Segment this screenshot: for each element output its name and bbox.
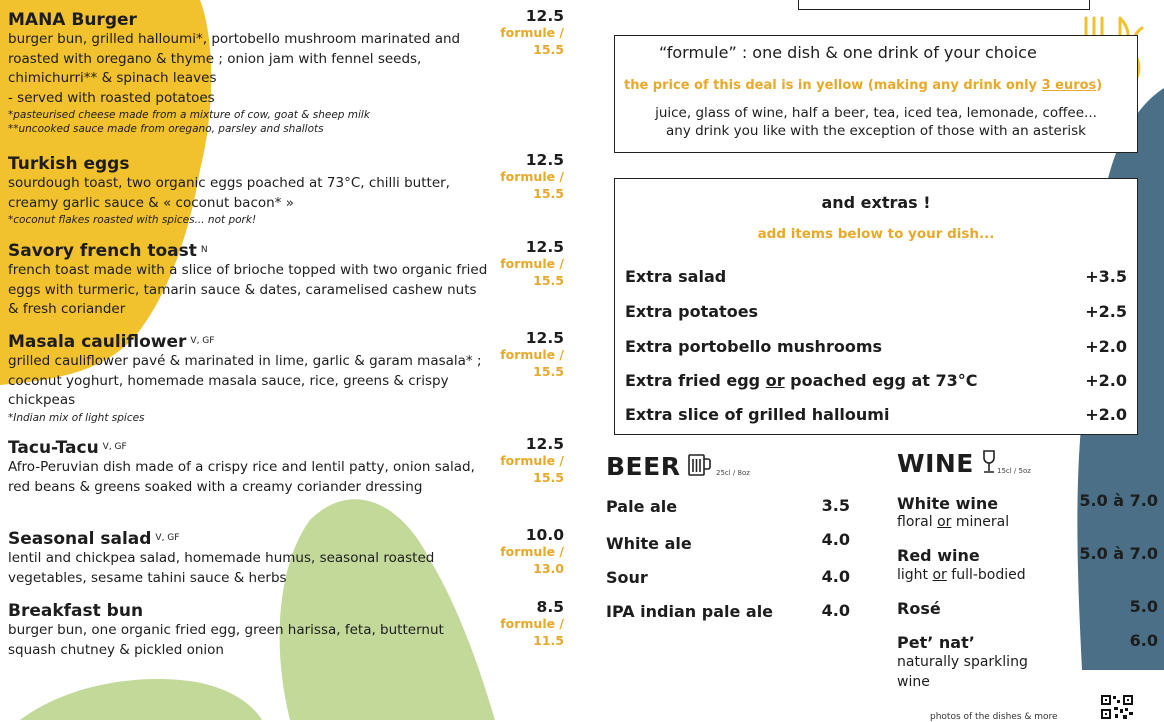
beer-mug-icon — [686, 450, 714, 478]
dish-name: Masala cauliflower — [8, 332, 187, 352]
dish-note: *pasteurised cheese made from a mixture of cow, goat & sheep milk — [8, 109, 370, 121]
dish-price: 12.5 — [525, 7, 564, 25]
formule-price: 15.5 — [533, 469, 564, 485]
extra-label: Extra portobello mushrooms — [625, 337, 883, 356]
wine-subtitle: naturally sparkling — [897, 654, 1028, 670]
wine-title: WINE — [897, 449, 974, 478]
extra-label: Extra fried egg or poached egg at 73°C — [625, 371, 978, 390]
extra-price: +2.5 — [1085, 302, 1127, 321]
wine-item: Pet’ nat’ — [897, 633, 975, 652]
dish-description: burger bun, grilled halloumi*, portobello mushroom marinated and roasted with oregano & thyme ; onion jam with fennel seeds, chimichurri** & spinach leaves — [8, 31, 461, 86]
wine-glass-icon — [980, 449, 998, 475]
wine-item: White wine — [897, 494, 999, 513]
extra-label: Extra slice of grilled halloumi — [625, 405, 890, 424]
formule-box — [614, 35, 1138, 153]
beer-price: 4.0 — [821, 567, 850, 586]
beer-size: 25cl / 8oz — [716, 469, 750, 477]
dish-price: 12.5 — [525, 329, 564, 347]
dish-tags: N — [200, 245, 208, 255]
formule-title: “formule” : one dish & one drink of your choice — [659, 43, 1037, 62]
dish-mana-burger — [8, 10, 488, 136]
extra-label: Extra potatoes — [625, 302, 759, 321]
beer-item: White ale — [606, 534, 692, 553]
formule-label: formule / — [500, 347, 564, 362]
wine-subtitle: floral or mineral — [897, 514, 1010, 530]
price-block — [488, 329, 564, 380]
formule-price: 15.5 — [533, 363, 564, 379]
wine-price: 5.0 à 7.0 — [1079, 544, 1158, 563]
formule-price: 13.0 — [533, 560, 564, 576]
beer-item: IPA indian pale ale — [606, 602, 774, 621]
dish-note: *Indian mix of light spices — [8, 411, 145, 424]
dish-name: Turkish eggs — [8, 154, 130, 174]
dish-price: 12.5 — [525, 435, 564, 453]
formule-price: 15.5 — [533, 185, 564, 201]
dish-description-extra: - served with roasted potatoes — [8, 89, 215, 106]
price-block — [488, 7, 564, 58]
extra-item — [625, 405, 1127, 427]
dish-price: 10.0 — [525, 526, 564, 544]
dish-name: MANA Burger — [8, 10, 137, 30]
extra-label: Extra salad — [625, 267, 727, 286]
wine-item: Rosé — [897, 599, 941, 618]
dish-description: french toast made with a slice of brioche topped with two organic fried eggs with turmeric, tamarin sauce & dates, caramelised cashew nuts & fresh coriander — [8, 262, 488, 317]
dish-note: **uncooked sauce made from oregano, parsley and shallots — [8, 123, 324, 135]
extras-title: and extras ! — [821, 193, 931, 212]
wine-item: Red wine — [897, 546, 980, 565]
extras-subtitle: add items below to your dish... — [757, 226, 995, 242]
wine-price: 5.0 — [1129, 597, 1158, 616]
dish-note: *coconut flakes roasted with spices... not pork! — [8, 214, 257, 226]
formule-label: formule / — [500, 544, 564, 559]
wine-size: 15cl / 5oz — [997, 467, 1031, 475]
dish-turkish-eggs — [8, 154, 488, 227]
formule-label: formule / — [500, 169, 564, 184]
dish-price: 12.5 — [525, 151, 564, 169]
extra-price: +2.0 — [1085, 405, 1127, 424]
extra-item — [625, 337, 1127, 359]
price-block — [488, 526, 564, 577]
wine-price: 6.0 — [1129, 631, 1158, 650]
photos-text: photos of the dishes & more — [930, 712, 1058, 722]
dish-seasonal-salad — [8, 529, 488, 588]
extra-price: +3.5 — [1085, 267, 1127, 286]
dish-description: sourdough toast, two organic eggs poached at 73°C, chilli butter, creamy garlic sauce & « coconut bacon* » — [8, 175, 450, 211]
formule-line-1: juice, glass of wine, half a beer, tea, iced tea, lemonade, coffee... — [655, 105, 1097, 121]
dish-breakfast-bun — [8, 601, 488, 660]
green-blob-corner — [20, 679, 262, 720]
formule-subtitle: the price of this deal is in yellow (making any drink only 3 euros) — [624, 78, 1103, 93]
dish-name: Breakfast bun — [8, 601, 144, 621]
dish-name: Savory french toast — [8, 241, 197, 261]
extra-item — [625, 302, 1127, 324]
price-block — [488, 151, 564, 202]
extra-item — [625, 267, 1127, 289]
formule-label: formule / — [500, 25, 564, 40]
dish-description: lentil and chickpea salad, homemade humus, seasonal roasted vegetables, sesame tahini sauce & herbs — [8, 550, 435, 586]
wine-subtitle: light or full-bodied — [897, 567, 1026, 583]
dish-price: 8.5 — [536, 598, 564, 616]
extra-price: +2.0 — [1085, 371, 1127, 390]
wine-subtitle: wine — [897, 674, 930, 690]
dish-name: Tacu-Tacu — [8, 438, 99, 458]
dish-tags: V, GF — [190, 336, 215, 346]
dish-description: Afro-Peruvian dish made of a crispy rice and lentil patty, onion salad, red beans & greens soaked with a creamy coriander dressing — [8, 459, 475, 495]
dish-tags: V, GF — [102, 442, 127, 452]
extra-price: +2.0 — [1085, 337, 1127, 356]
dish-tags: V, GF — [155, 533, 180, 543]
price-block — [488, 238, 564, 289]
beer-title: BEER — [606, 452, 681, 481]
formule-line-2: any drink you like with the exception of those with an asterisk — [666, 123, 1086, 139]
dish-name: Seasonal salad — [8, 529, 152, 549]
dish-tacu-tacu — [8, 438, 488, 497]
top-box-edge — [798, 0, 1090, 10]
formule-price: 15.5 — [533, 272, 564, 288]
price-block — [488, 598, 564, 649]
formule-label: formule / — [500, 616, 564, 631]
formule-price: 11.5 — [533, 632, 564, 648]
price-block — [488, 435, 564, 486]
extra-item — [625, 371, 1127, 393]
beer-price: 4.0 — [821, 601, 850, 620]
dish-masala-cauliflower — [8, 332, 488, 425]
dish-description: burger bun, one organic fried egg, green harissa, feta, butternut squash chutney & pickled onion — [8, 622, 444, 658]
dish-description: grilled cauliflower pavé & marinated in lime, garlic & garam masala* ; coconut yoghurt, homemade masala sauce, rice, greens & crispy chickpeas — [8, 353, 482, 408]
beer-price: 3.5 — [821, 496, 850, 515]
formule-label: formule / — [500, 256, 564, 271]
dish-price: 12.5 — [525, 238, 564, 256]
dish-savory-french-toast — [8, 241, 488, 320]
formule-price: 15.5 — [533, 41, 564, 57]
formule-label: formule / — [500, 453, 564, 468]
beer-item: Sour — [606, 568, 648, 587]
wine-price: 5.0 à 7.0 — [1079, 491, 1158, 510]
qr-code-icon[interactable] — [1100, 694, 1134, 720]
beer-price: 4.0 — [821, 530, 850, 549]
extras-box — [614, 178, 1138, 435]
beer-item: Pale ale — [606, 497, 678, 516]
